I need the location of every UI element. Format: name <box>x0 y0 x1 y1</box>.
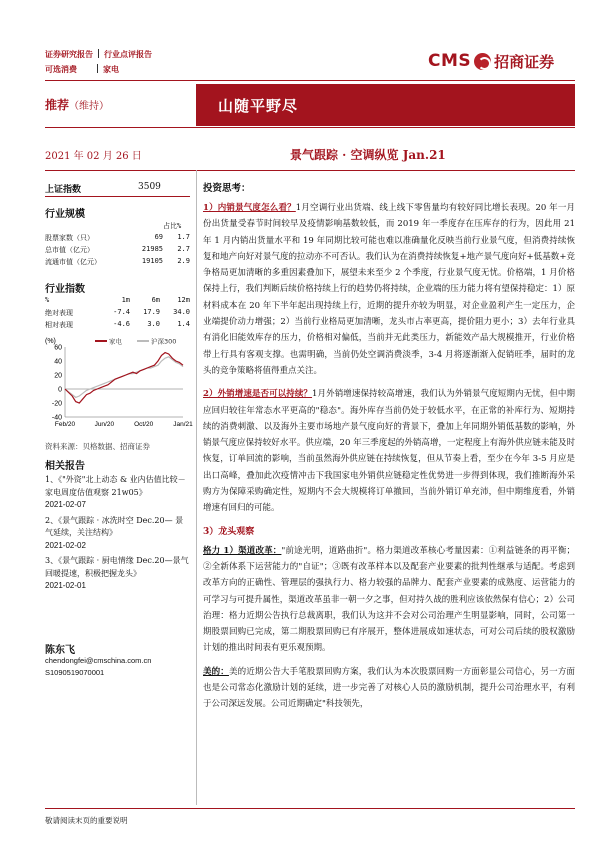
report-date: 2021 年 02 月 26 日 <box>45 151 142 162</box>
table-row <box>45 245 190 257</box>
row-name: 总市值（亿元） <box>45 246 94 254</box>
y-tick-label: 20 <box>54 372 62 380</box>
perf-title: 行业指数 <box>45 284 85 295</box>
report-type: 证券研究报告 <box>45 49 93 59</box>
y-unit-label: (%) <box>45 338 56 345</box>
table-row <box>45 320 190 332</box>
footer-note: 敬请阅读末页的重要说明 <box>45 816 128 825</box>
logo-latin: CMS <box>428 51 472 71</box>
col-header: 6m <box>151 296 160 304</box>
title-banner <box>196 84 575 126</box>
paragraph-text: 美的近期公告大手笔股票回购方案，我们认为本次股票回购一方面彰显公司信心，另一方面也是公司常态化激励计划的延续，进一步完善了对核心人员的激励机制，提升公司治理水平，有利于公司深远发展。公司近期确定"科技领先， <box>203 666 575 710</box>
col-header: 12m <box>177 296 190 304</box>
related-item[interactable] <box>45 474 190 512</box>
banner-rule <box>45 127 575 128</box>
x-tick-label: Jan/21 <box>173 421 193 428</box>
analyst-name: 陈东飞 <box>45 645 75 656</box>
row-name: 绝对表现 <box>45 309 73 317</box>
logo-cn: 招商证券 <box>494 52 555 71</box>
row-value: 21985 <box>141 245 163 253</box>
related-date: 2021-02-01 <box>45 581 86 590</box>
paragraph-export <box>203 386 575 516</box>
col-header: 1m <box>121 296 130 304</box>
analyst-email[interactable]: chendongfei@cmschina.com.cn <box>45 656 152 665</box>
scale-col-header: 占比% <box>163 222 182 230</box>
paragraph-gree <box>203 543 575 657</box>
subtitle-rule <box>45 170 575 171</box>
row-pct: 2.9 <box>177 257 190 265</box>
x-tick-label: Feb/20 <box>54 421 76 428</box>
index-label: 上证指数 <box>45 185 82 195</box>
paragraph-text: 1月外销增速保持较高增速，我们认为外销景气度短期内无忧，但中期应回归较往年常态水平更高的"稳态"。海外库存当前仍处于较低水平，在正常的补库行为、短期持续的消费刺激、以及海外主要市场地产景气度向好的背景下，叠加上年同期外销低基数的影响，外销景气度应保持较好水平。供应端，20 年三季度起的外销高增，一定程度上有海外供应链未能及时恢复，订单回流的影响，当前虽然海外供应链在持续恢复，但从节奏上看，至少在今年 3-5 月应是出口高峰，叠加此次疫情冲击下我国家电外销供应链稳定性优势进一步得到体现，我们推断海外采购方为保障采购确定性，短期内不会大规模将订单撤回，当前外销订单充沛，但中期维度看，外销增速有回归的可能。 <box>203 389 575 514</box>
perf-table <box>45 296 190 332</box>
row-pct: 1.7 <box>177 233 190 241</box>
article-body <box>203 176 575 720</box>
x-tick-label: Jun/20 <box>94 421 115 428</box>
cell: 34.0 <box>173 308 190 316</box>
related-title: 相关报告 <box>45 461 85 472</box>
rating-main: 推荐 <box>45 98 70 112</box>
related-text: 3、《景气跟踪 · 厨电情缘 Dec.20—景气回暖提速，积极把握龙头》 <box>45 556 189 578</box>
index-rule <box>45 196 190 197</box>
paragraph-text: "前途光明，道路曲折"。格力渠道改革核心考量因素：①利益链条的再平衡；②全新体系下运营能力的"自证"；③既有改革样本以及配套产业要素的批判性继承与适配。考虑到改革方向的正确性、管理层的强执行力、格力较强的品牌力、配套产业要素的成熟度、运营能力的可学习与可提升属性，渠道改革虽非一朝一夕之事，但对持久战的胜利应该依然保有信心；2）公司治理：格力近期公告执行总裁离职，我们认为这并不会对公司治理产生明显影响，同时，公司第一期股票回购已完成，第二期股票回购已有序展开，整体进展成如速状态，可对公司后续的股权激励计划的推出时间表有更乐观预期。 <box>203 545 575 654</box>
y-tick-label: 40 <box>54 358 62 366</box>
perf-line-chart <box>45 335 193 435</box>
report-subtitle: 景气跟踪 · 空调纵览 Jan.21 <box>290 148 446 162</box>
related-date: 2021-02-07 <box>45 500 86 509</box>
legend-label: 沪深300 <box>151 337 177 346</box>
paragraph-tag: 美的： <box>203 666 229 677</box>
article-heading: 投资思考： <box>203 183 251 194</box>
related-item[interactable] <box>45 515 190 553</box>
y-tick-label: -40 <box>51 414 62 422</box>
paragraph-midea <box>203 664 575 713</box>
section-leaders: 3）龙头观察 <box>203 526 255 537</box>
y-tick-label: 60 <box>54 344 62 352</box>
column-divider <box>196 170 197 805</box>
category: 可选消费 <box>45 64 77 74</box>
paragraph-tag: 1）内销景气度怎么看？ <box>203 203 296 213</box>
header-rule <box>45 80 575 81</box>
footer-rule <box>45 808 575 809</box>
paragraph-text: 1月空调行业出货端、线上线下零售量均有较好同比增长表现。20 年一月份出货量受春节时间较早及疫情影响基数较低，而 2019 年一季度存在压库存的行为，因此用 21 年 1 月内销出货量水平和 19 年同期比较可能也难以准确量化反映当前行业景气度，但消费持续恢复和地产向好对景气度的拉动亦不可否认。我们认为在消费持续恢复+地产景气度向好+低基数+竞争格局更加清晰的多重因素叠加下，展望未来至少 2 个季度，行业景气度无忧。价格端，1 月价格保持上行，我们判断后续价格持续上行的趋势仍将持续，企业端的压力能力将有望保持稳定：1）原材料成本在 20 年下半年起出现持续上行，近期的提升亦较为明显，对企业盈利产生一定压力，企业端提价动力增强；2）当前行业格局更加清晰，龙头市占率更高，提价阻力更小；3）去年行业具有消化旧能效库存的压力，价格相对偏低，当前并无此类压力，新能效产品大规模推开，行业价格带上行具有客观支撑。也需明确，当前仍处空调消费淡季，3-4 月将逐渐渐入促销旺季，届时的龙头的竞争策略将值得重点关注。 <box>203 203 575 376</box>
x-tick-label: Oct/20 <box>134 421 154 428</box>
table-header <box>45 296 190 308</box>
report-kind: 行业点评报告 <box>104 49 152 59</box>
row-name: 相对表现 <box>45 321 73 329</box>
related-text: 1、《"外资"北上动态 & 业内估值比较－家电周度估值观察 21w05》 <box>45 475 186 497</box>
scale-table <box>45 233 190 269</box>
table-row <box>45 233 190 245</box>
series-line-沪深300 <box>65 357 183 398</box>
analyst-license: S1090519070001 <box>45 668 105 677</box>
logo-mark-icon <box>474 53 491 70</box>
row-value: 19105 <box>141 257 163 265</box>
cell: 17.9 <box>143 308 160 316</box>
row-pct: 2.7 <box>177 245 190 253</box>
scale-title: 行业规模 <box>45 209 85 220</box>
rating <box>45 96 109 113</box>
cell: 3.0 <box>147 320 160 328</box>
legend-label: 家电 <box>109 337 122 346</box>
table-row <box>45 257 190 269</box>
sector: 家电 <box>103 64 119 74</box>
cell: -4.6 <box>113 320 130 328</box>
related-date: 2021-02-02 <box>45 540 86 550</box>
index-value: 3509 <box>138 182 161 192</box>
chart-source: 资料来源：贝格数据、招商证券 <box>45 442 150 451</box>
cms-logo <box>428 50 554 72</box>
y-tick-label: -20 <box>51 400 62 408</box>
paragraph-tag: 2）外销增速是否可以持续？ <box>203 389 313 400</box>
related-list <box>45 474 190 593</box>
table-row <box>45 308 190 320</box>
report-header-tags <box>45 47 152 77</box>
rating-sub: （维持） <box>69 101 110 112</box>
paragraph-tag: 格力 1）渠道改革： <box>203 545 282 556</box>
y-tick-label: 0 <box>58 386 62 394</box>
row-value: 69 <box>154 233 163 241</box>
cell: 1.4 <box>177 320 190 328</box>
related-item[interactable] <box>45 555 190 593</box>
cell: -7.4 <box>113 308 130 316</box>
row-name: 股票家数（只） <box>45 234 94 242</box>
related-text: 2、《景气跟踪 · 冰洗时空 Dec.20— 景气延续，关注结构》 <box>45 515 184 537</box>
series-line-家电 <box>65 353 183 403</box>
row-name: 流通市值（亿元） <box>45 258 101 266</box>
paragraph-domestic <box>203 200 575 379</box>
col-header: % <box>45 296 50 304</box>
page-title: 山随平野尽 <box>218 97 299 115</box>
